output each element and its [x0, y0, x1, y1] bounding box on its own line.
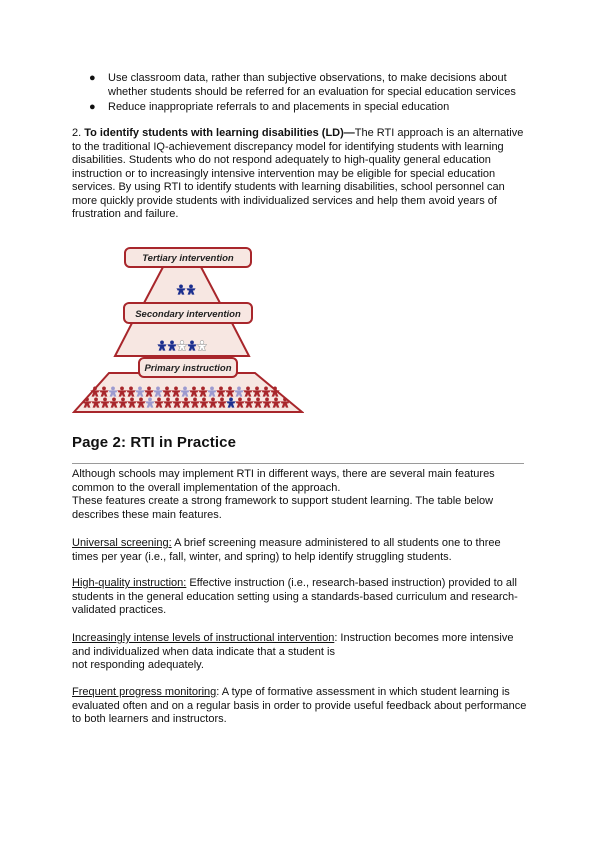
list-item [72, 72, 527, 99]
list-item [72, 101, 527, 115]
feature-high-quality-instruction [72, 577, 527, 618]
heading-divider [72, 463, 524, 464]
section-body: The RTI approach is an alternative to the traditional IQ-achievement discrepancy model for identifying students with learning disabilities. Students who do not respond adequately to high-quality general education instruction or to increasingly intensive intervention may be eligible for special education services. By using RTI to identify students with learning disabilities, school personnel can more quickly provide students with individualized services and help them avoid years of frustration and failure. [72, 127, 524, 220]
feature-universal-screening [72, 537, 527, 564]
intro-paragraph [72, 468, 527, 522]
bullet-icon: ● [89, 101, 96, 113]
tertiary-label: Tertiary intervention [142, 253, 234, 264]
feature-term: Increasingly intense levels of instructional intervention [72, 632, 335, 644]
bullet-icon: ● [89, 72, 96, 84]
pyramid-middle-tier [115, 323, 249, 356]
bullet-text: Reduce inappropriate referrals to and placements in special education [108, 101, 450, 113]
page-heading: Page 2: RTI in Practice [72, 434, 237, 451]
bullet-text: Use classroom data, rather than subjective observations, to make decisions about whether students should be referred for an evaluation for special education services [108, 72, 516, 98]
rti-pyramid-figure [72, 240, 304, 416]
feature-progress-monitoring [72, 686, 527, 727]
secondary-label: Secondary intervention [135, 309, 241, 320]
feature-term: High-quality instruction: [72, 577, 187, 589]
feature-text: A brief screening measure administered to all students one to three times per year (i.e., fall, winter, and spring) to help identify struggling students. [72, 537, 501, 563]
primary-label: Primary instruction [144, 363, 232, 374]
feature-intervention-levels [72, 632, 527, 673]
feature-text-continued: not responding adequately. [72, 659, 204, 671]
feature-term: Frequent progress monitoring [72, 686, 217, 698]
bullet-list [72, 72, 527, 117]
section-title: To identify students with learning disabilities (LD) [84, 127, 344, 139]
feature-text: Effective instruction (i.e., research-based instruction) provided to all students in the general education setting using a standards-based curriculum and research-validated practices. [72, 577, 518, 616]
section-number: 2. [72, 127, 82, 139]
feature-term: Universal screening: [72, 537, 172, 549]
intro-line-2: These features create a strong framework to support student learning. The table below describes these main features. [72, 495, 494, 521]
intro-line-1: Although schools may implement RTI in different ways, there are several main features common to the overall implementation of the approach. [72, 468, 495, 494]
feature-text: : Instruction becomes more intensive and individualized when data indicate that a student is [72, 632, 514, 658]
section-dash: — [343, 127, 355, 139]
section-ld-paragraph [72, 127, 527, 222]
feature-text: : A type of formative assessment in which student learning is evaluated often and on a regular basis in order to provide useful feedback about performance to both learners and instructors. [72, 686, 527, 725]
